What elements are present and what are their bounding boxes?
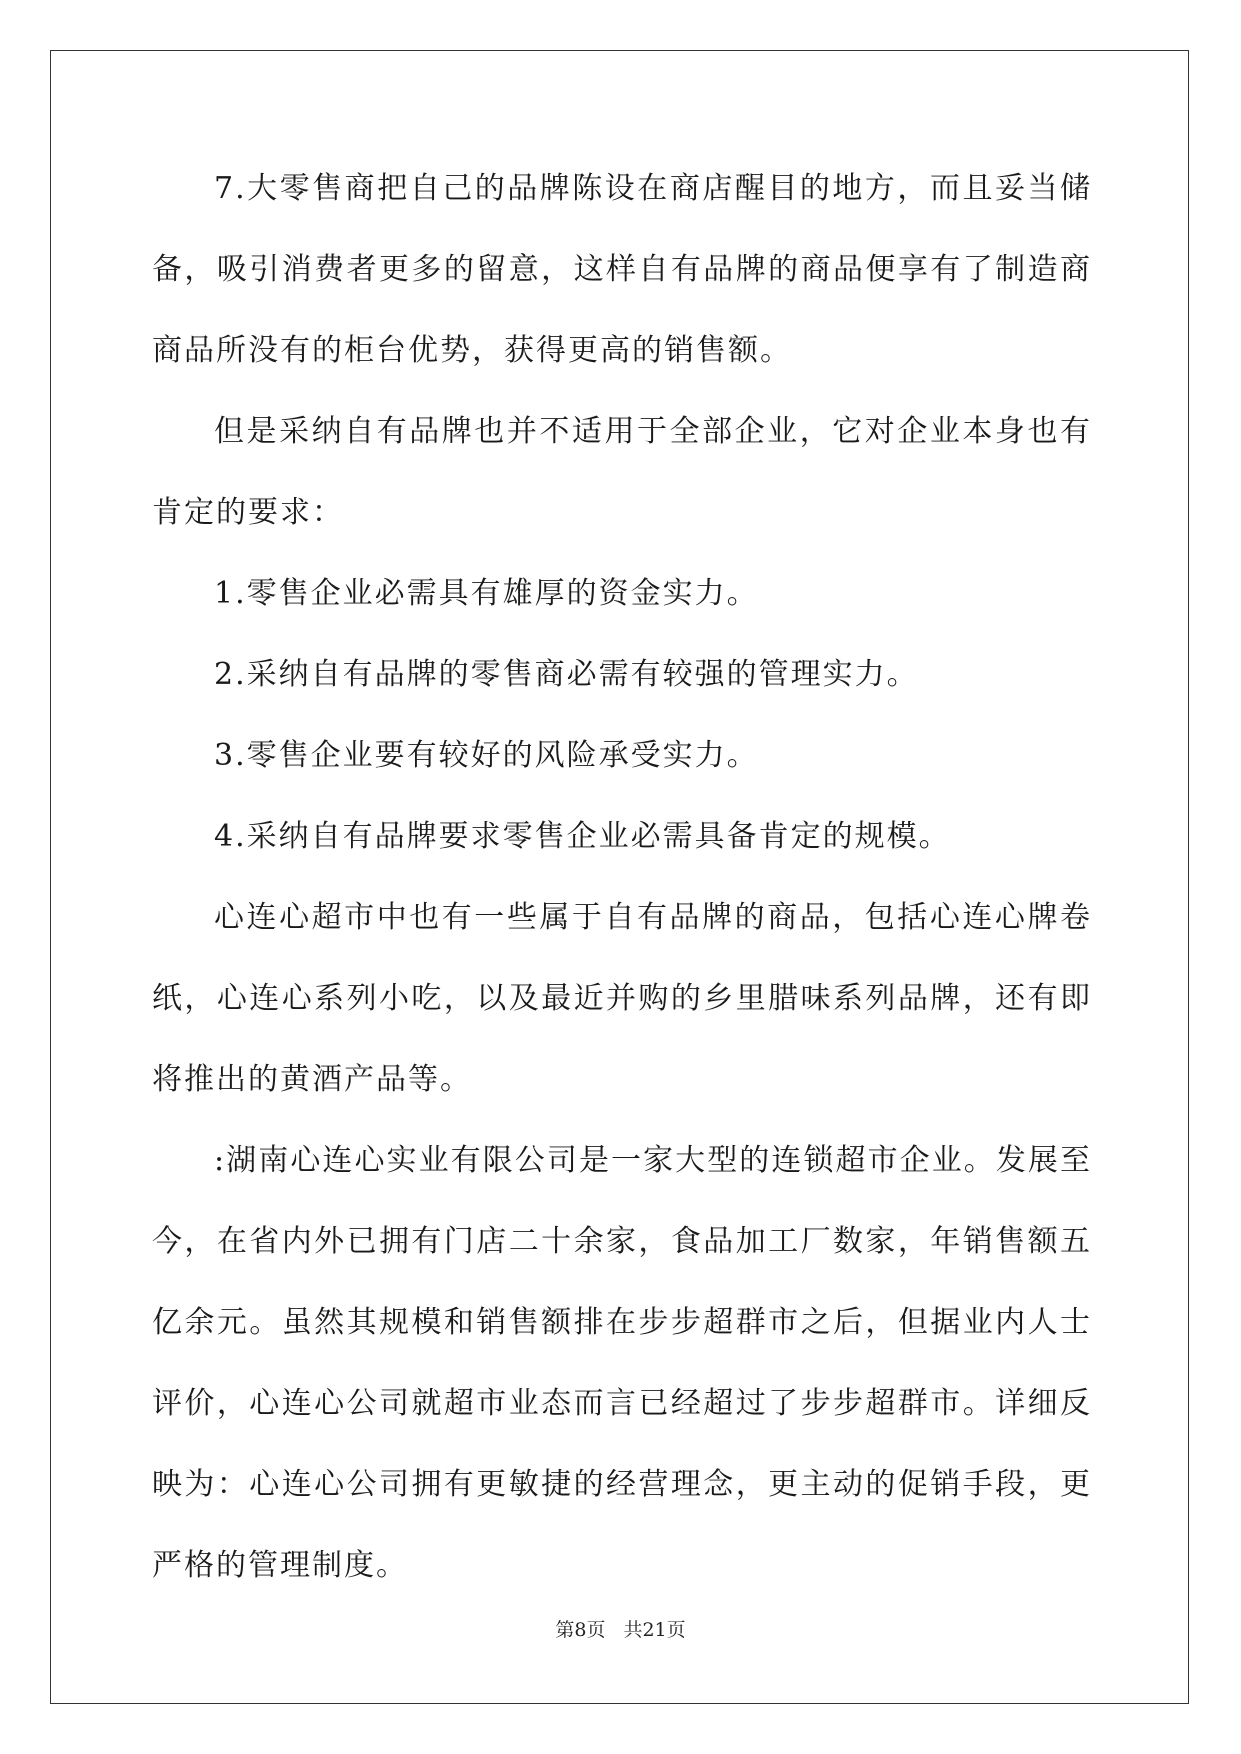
- paragraph: 但是采纳自有品牌也并不适用于全部企业，它对企业本身也有肯定的要求：: [152, 414, 1092, 530]
- document-body: [152, 148, 1092, 1606]
- page-footer: [0, 1615, 1241, 1642]
- paragraph: 4.采纳自有品牌要求零售企业必需具备肯定的规模。: [214, 819, 951, 854]
- paragraph: 心连心超市中也有一些属于自有品牌的商品，包括心连心牌卷纸，心连心系列小吃，以及最近并购的乡里腊味系列品牌，还有即将推出的黄酒产品等。: [152, 900, 1092, 1097]
- paragraph: 3.零售企业要有较好的风险承受实力。: [214, 738, 759, 773]
- page-number: 第8页: [555, 1619, 606, 1641]
- paragraph: 1.零售企业必需具有雄厚的资金实力。: [214, 576, 759, 611]
- paragraph: 2.采纳自有品牌的零售商必需有较强的管理实力。: [214, 657, 919, 692]
- paragraph: :湖南心连心实业有限公司是一家大型的连锁超市企业。发展至今，在省内外已拥有门店二十余家，食品加工厂数家，年销售额五亿余元。虽然其规模和销售额排在步步超群市之后，但据业内人士评价，心连心公司就超市业态而言已经超过了步步超群市。详细反映为：心连心公司拥有更敏捷的经营理念，更主动的促销手段，更严格的管理制度。: [152, 1143, 1092, 1583]
- page-total: 共21页: [623, 1619, 686, 1641]
- paragraph: 7.大零售商把自己的品牌陈设在商店醒目的地方，而且妥当储备，吸引消费者更多的留意，这样自有品牌的商品便享有了制造商商品所没有的柜台优势，获得更高的销售额。: [152, 171, 1092, 368]
